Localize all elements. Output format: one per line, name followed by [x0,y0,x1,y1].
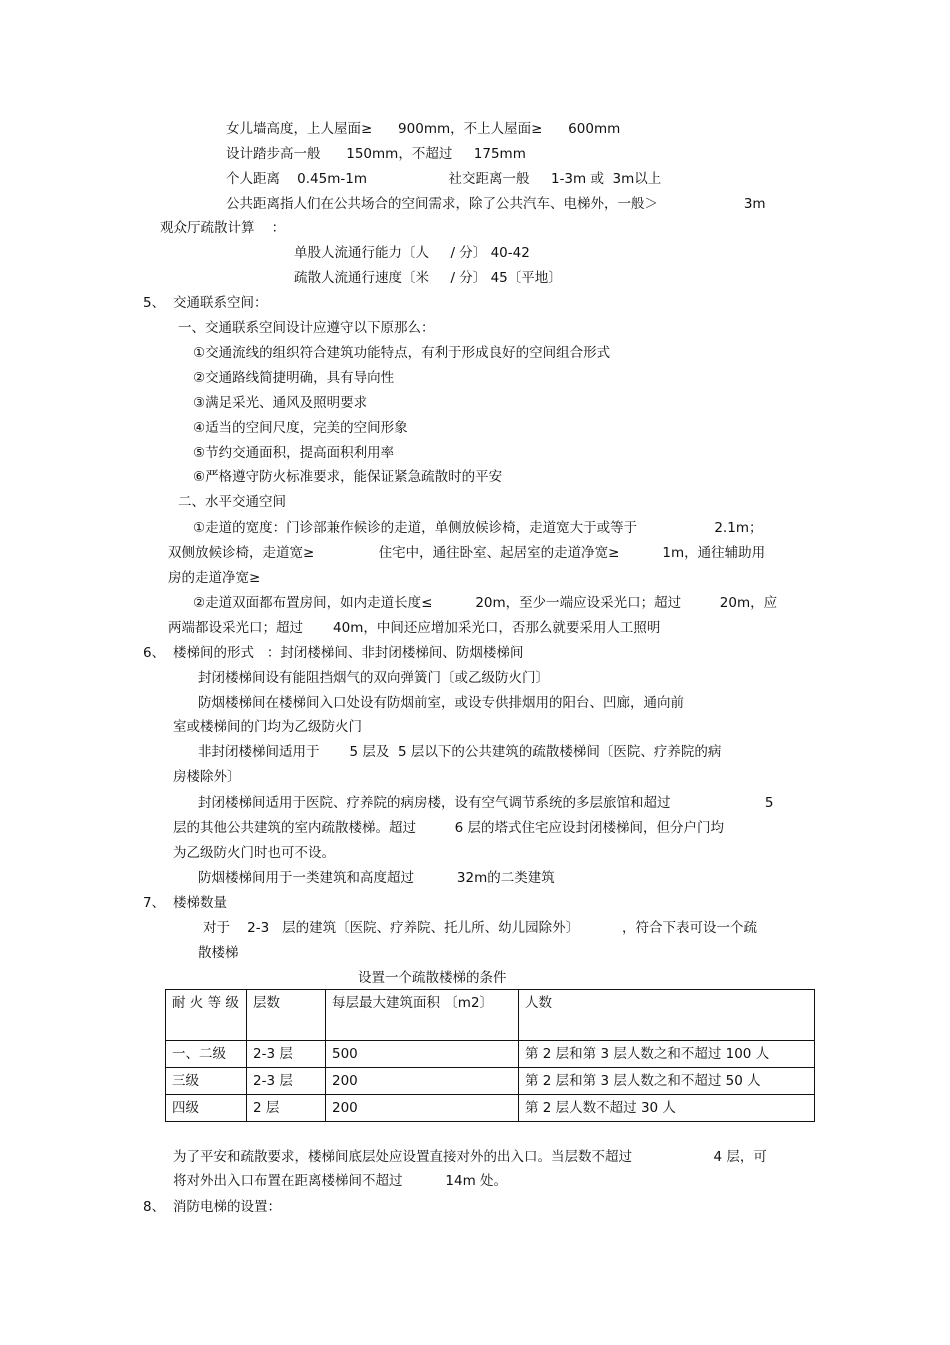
text-line: 非封闭楼梯间适用于 5 层及 5 层以下的公共建筑的疏散楼梯间〔医院、疗养院的病 [198,744,722,760]
table-cell: 500 [326,1041,519,1068]
text-line: 单股人流通行能力〔人 / 分〕 40-42 [294,245,530,261]
section-number: 6、 [143,645,166,661]
table-cell: 三级 [166,1068,247,1095]
table-caption: 设置一个疏散楼梯的条件 [358,970,507,986]
section-heading: 楼梯间的形式 ：封闭楼梯间、非封闭楼梯间、防烟楼梯间 [173,645,524,661]
text-line: 防烟楼梯间用于一类建筑和高度超过 32m的二类建筑 [198,870,555,886]
text-line: 疏散人流通行速度〔米 / 分〕 45〔平地〕 [294,270,562,286]
list-item: ②交通路线简捷明确，具有导向性 [193,370,395,386]
section-heading: 楼梯数量 [173,895,227,911]
text-line: 封闭楼梯间适用于医院、疗养院的病房楼，设有空气调节系统的多层旅馆和超过 5 [198,795,774,811]
table-cell: 第 2 层人数不超过 30 人 [519,1095,815,1122]
table-header-cell: 层数 [247,990,326,1041]
table-cell: 第 2 层和第 3 层人数之和不超过 100 人 [519,1041,815,1068]
text-line: 一、交通联系空间设计应遵守以下原那么： [178,320,435,336]
table-cell: 2-3 层 [247,1068,326,1095]
list-item: ③满足采光、通风及照明要求 [193,395,368,411]
section-number: 8、 [143,1199,166,1215]
list-item: ①走道的宽度：门诊部兼作候诊的走道，单侧放候诊椅，走道宽大于或等于 2.1m； [193,520,763,536]
text-line: 散楼梯 [198,945,239,961]
text-line: 两端都设采光口；超过 40m，中间还应增加采光口，否那么就要采用人工照明 [168,620,661,636]
text-line: 观众厅疏散计算 ： [160,220,286,236]
table-cell: 一、二级 [166,1041,247,1068]
text-line: 为乙级防火门时也可不设。 [173,845,335,861]
list-item: ⑥严格遵守防火标准要求，能保证紧急疏散时的平安 [193,469,503,485]
table-cell: 2 层 [247,1095,326,1122]
list-item: ②走道双面都布置房间，如内走道长度≤ 20m，至少一端应设采光口；超过 20m，应 [193,595,778,611]
text-line: 公共距离指人们在公共场合的空间需求，除了公共汽车、电梯外，一般＞ 3m [226,196,766,212]
text-line: 将对外出入口布置在距离楼梯间不超过 14m 处。 [173,1173,508,1189]
table-header-row [166,990,815,1041]
text-line: 为了平安和疏散要求，楼梯间底层处应设置直接对外的出入口。当层数不超过 4 层，可 [173,1149,767,1165]
table-cell: 2-3 层 [247,1041,326,1068]
text-line: 女儿墙高度，上人屋面≥ 900mm，不上人屋面≥ 600mm [226,121,621,137]
list-item: ①交通流线的组织符合建筑功能特点，有利于形成良好的空间组合形式 [193,345,611,361]
table-cell: 200 [326,1068,519,1095]
table-cell: 第 2 层和第 3 层人数之和不超过 50 人 [519,1068,815,1095]
section-heading: 交通联系空间： [173,295,268,311]
table-cell: 四级 [166,1095,247,1122]
text-line: 防烟楼梯间在楼梯间入口处设有防烟前室，或设专供排烟用的阳台、凹廊，通向前 [198,695,684,711]
text-line: 房的走道净宽≥ [168,570,261,586]
table-cell: 200 [326,1095,519,1122]
table-header-cell: 人数 [519,990,815,1041]
section-number: 5、 [143,295,166,311]
text-line: 对于 2-3 层的建筑〔医院、疗养院、托儿所、幼儿园除外〕 ，符合下表可设一个疏 [203,920,757,936]
text-line: 房楼除外〕 [173,769,241,785]
table-row [166,1041,815,1068]
list-item: ④适当的空间尺度，完美的空间形象 [193,420,408,436]
section-number: 7、 [143,895,166,911]
table-header-cell: 耐 火 等 级 [166,990,247,1041]
list-item: ⑤节约交通面积，提高面积利用率 [193,445,395,461]
text-line: 双侧放候诊椅，走道宽≥ 住宅中，通往卧室、起居室的走道净宽≥ 1m，通往辅助用 [168,545,766,561]
section-heading: 消防电梯的设置： [173,1199,281,1215]
text-line: 封闭楼梯间设有能阻挡烟气的双向弹簧门〔或乙级防火门〕 [198,670,549,686]
stair-condition-table [165,989,815,1122]
text-line: 二、水平交通空间 [178,494,286,510]
table-row [166,1068,815,1095]
text-line: 设计踏步高一般 150mm，不超过 175mm [226,146,526,162]
text-line: 层的其他公共建筑的室内疏散楼梯。超过 6 层的塔式住宅应设封闭楼梯间，但分户门均 [173,820,725,836]
text-line: 个人距离 0.45m-1m 社交距离一般 1-3m 或 3m以上 [226,171,662,187]
text-line: 室或楼梯间的门均为乙级防火门 [173,719,362,735]
table-row [166,1095,815,1122]
table-header-cell: 每层最大建筑面积 〔m2〕 [326,990,519,1041]
